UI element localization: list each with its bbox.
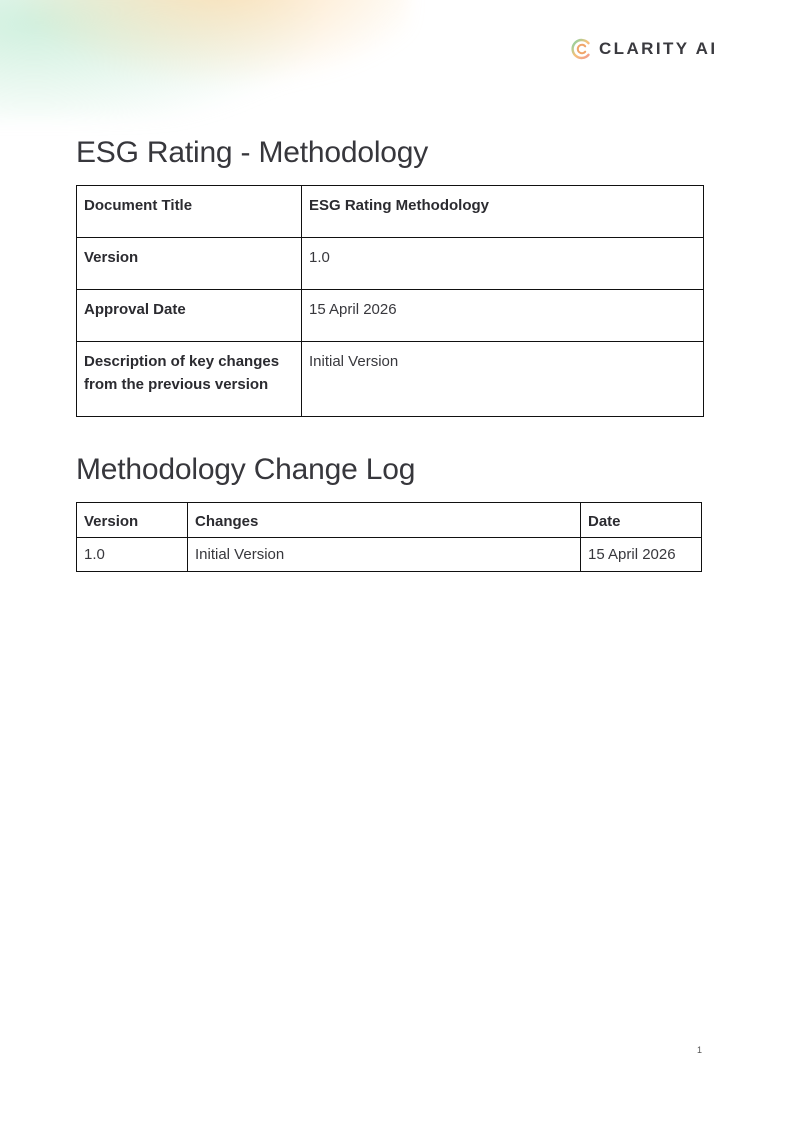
row-label: Document Title: [77, 186, 302, 238]
row-label: Description of key changes from the previous version: [77, 342, 302, 417]
decorative-gradient: [0, 0, 410, 120]
change-log-title: Methodology Change Log: [76, 453, 416, 486]
clarity-ring-logo-icon: [570, 37, 594, 61]
table-row: [77, 538, 702, 572]
row-label: Version: [77, 238, 302, 290]
row-value: 1.0: [302, 238, 704, 290]
row-value: 15 April 2026: [302, 290, 704, 342]
row-label: Approval Date: [77, 290, 302, 342]
document-metadata-table: [76, 185, 704, 417]
table-row: [77, 238, 704, 290]
column-header-version: Version: [77, 503, 188, 538]
row-value: ESG Rating Methodology: [302, 186, 704, 238]
column-header-date: Date: [581, 503, 702, 538]
page-title: ESG Rating - Methodology: [76, 136, 429, 169]
table-row: [77, 342, 704, 417]
page-number: 1: [697, 1045, 703, 1055]
clarity-ai-logo: [570, 35, 717, 63]
cell-changes: Initial Version: [188, 538, 581, 572]
brand-name: CLARITY AI: [599, 39, 718, 58]
cell-version: 1.0: [77, 538, 188, 572]
cell-date: 15 April 2026: [581, 538, 702, 572]
change-log-table: [76, 502, 702, 572]
table-row: [77, 186, 704, 238]
row-value: Initial Version: [302, 342, 704, 417]
table-header-row: [77, 503, 702, 538]
column-header-changes: Changes: [188, 503, 581, 538]
table-row: [77, 290, 704, 342]
